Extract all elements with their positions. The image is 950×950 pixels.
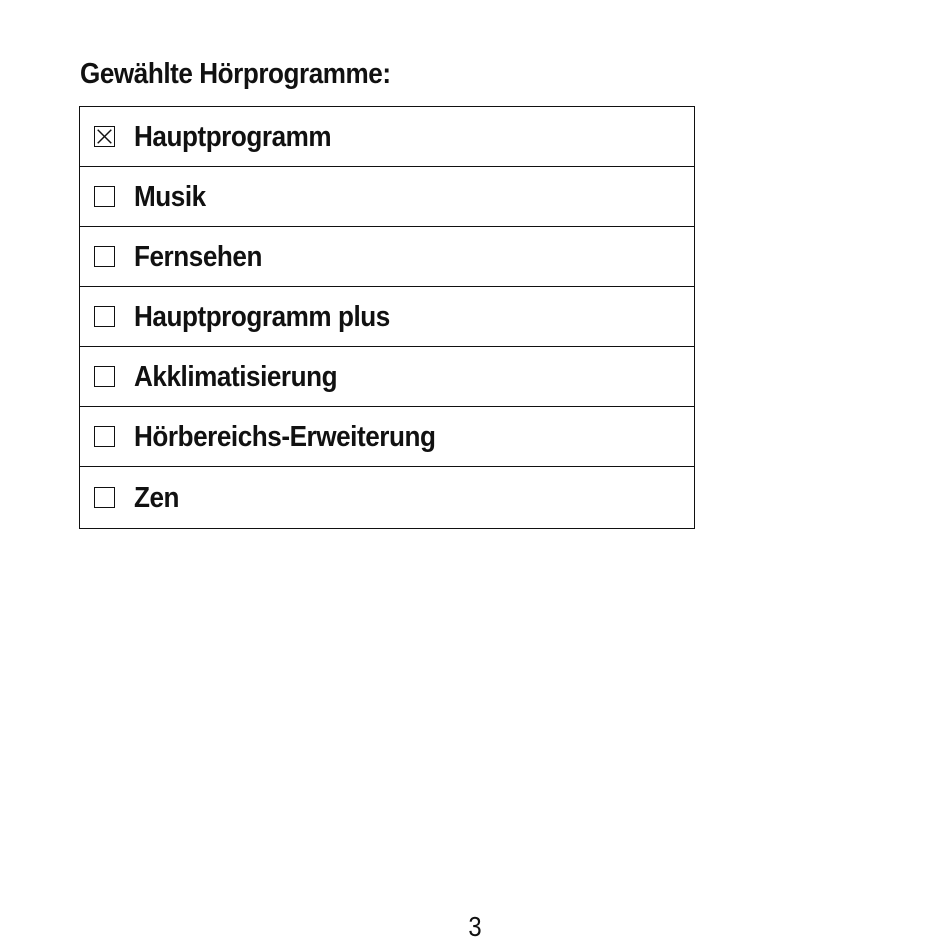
program-row-musik (80, 167, 694, 227)
checkbox-hauptprogramm[interactable] (94, 126, 115, 147)
checkbox-fernsehen[interactable] (94, 246, 115, 267)
program-row-akklimatisierung (80, 347, 694, 407)
program-label: Akklimatisierung (134, 360, 338, 393)
section-heading: Gewählte Hörprogramme: (80, 58, 391, 90)
checkbox-cross-icon (95, 127, 114, 146)
program-label: Fernsehen (134, 240, 262, 273)
program-label: Hörbereichs-Erweiterung (134, 420, 436, 453)
program-row-fernsehen (80, 227, 694, 287)
program-row-zen (80, 467, 694, 528)
program-label: Hauptprogramm (134, 120, 332, 153)
program-row-hoerbereichs-erweiterung (80, 407, 694, 467)
program-checklist (79, 106, 695, 529)
checkbox-hauptprogramm-plus[interactable] (94, 306, 115, 327)
checkbox-musik[interactable] (94, 186, 115, 207)
program-row-hauptprogramm (80, 107, 694, 167)
program-label: Hauptprogramm plus (134, 300, 390, 333)
checkbox-hoerbereichs-erweiterung[interactable] (94, 426, 115, 447)
program-label: Musik (134, 180, 206, 213)
checkbox-zen[interactable] (94, 487, 115, 508)
checkbox-akklimatisierung[interactable] (94, 366, 115, 387)
program-label: Zen (134, 481, 180, 514)
page-number: 3 (468, 911, 482, 942)
program-row-hauptprogramm-plus (80, 287, 694, 347)
